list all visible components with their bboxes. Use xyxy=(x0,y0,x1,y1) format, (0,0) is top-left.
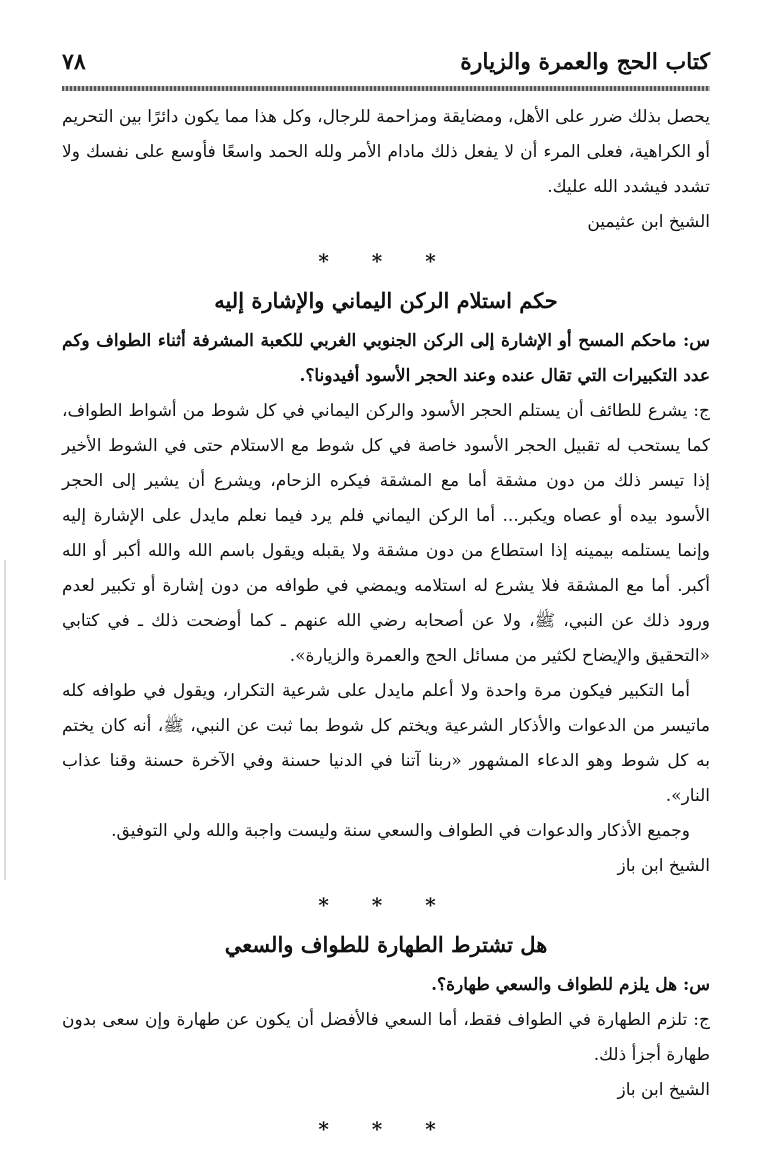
section-divider: * * * xyxy=(318,1117,454,1141)
running-header xyxy=(62,40,710,84)
book-title: كتاب الحج والعمرة والزيارة xyxy=(460,49,710,75)
scan-edge-line xyxy=(4,560,6,880)
section-title-yemeni-corner: حكم استلام الركن اليماني والإشارة إليه xyxy=(214,288,558,313)
intro-paragraph: يحصل بذلك ضرر على الأهل، ومضايقة ومزاحمة للرجال، وكل هذا مما يكون دائرًا بين التحريم أو الكراهية، فعلى المرء أن لا يفعل ذلك مادام الأمر ولله الحمد واسعًا فأوسع على نفسك ولا تشدد فيشدد الله عليك. xyxy=(62,107,710,197)
signature-ibn-baz-1: الشيخ ابن باز xyxy=(617,856,710,876)
answer-1-paragraph-2: أما التكبير فيكون مرة واحدة ولا أعلم مايدل على شرعية التكرار، ويقول في طوافه كله ماتيسر من الدعوات والأذكار الشرعية ويختم كل شوط بما ثبت عن النبي، ﷺ، أنه كان يختم به كل شوط وهو الدعاء المشهور «ربنا آتنا في الدنيا حسنة وفي الآخرة حسنة وقنا عذاب النار». xyxy=(62,681,710,806)
question-2: س: هل يلزم للطواف والسعي طهارة؟. xyxy=(431,975,710,995)
page-number: ٧٨ xyxy=(62,49,86,75)
answer-1-paragraph-3: وجميع الأذكار والدعوات في الطواف والسعي سنة وليست واجبة والله ولي التوفيق. xyxy=(111,821,690,841)
answer-1-paragraph-1: ج: يشرع للطائف أن يستلم الحجر الأسود والركن اليماني في كل شوط من أشواط الطواف، كما يستحب له تقبيل الحجر الأسود خاصة في كل شوط مع الاستلام حتى في الشوط الأخير إذا تيسر ذلك من دون مشقة أما مع المشقة فيكره الزحام، ويشرع أن يشير إلى الحجر الأسود بيده أو عصاه ويكبر... أما الركن اليماني فلم يرد فيما نعلم مايدل على الإشارة إليه وإنما يستلمه بيمينه إذا استطاع من دون مشقة ولا يقبله ويقول باسم الله والله أكبر أو الله أكبر. أما مع المشقة فلا يشرع له استلامه ويمضي في طوافه من دون إشارة أو تكبير لعدم ورود ذلك عن النبي، ﷺ، ولا عن أصحابه رضي الله عنهم ـ كما أوضحت ذلك ـ في كتابي «التحقيق والإيضاح لكثير من مسائل الحج والعمرة والزيارة». xyxy=(62,401,710,666)
section-title-purity: هل تشترط الطهارة للطواف والسعي xyxy=(224,932,548,957)
answer-2: ج: تلزم الطهارة في الطواف فقط، أما السعي فالأفضل أن يكون عن طهارة وإن سعى بدون طهارة أجزأ ذلك. xyxy=(62,1010,710,1065)
section-divider: * * * xyxy=(318,893,454,917)
signature-ibn-uthaymeen: الشيخ ابن عثيمين xyxy=(587,212,710,232)
header-rule xyxy=(62,86,710,91)
signature-ibn-baz-2: الشيخ ابن باز xyxy=(617,1080,710,1100)
question-1: س: ماحكم المسح أو الإشارة إلى الركن الجنوبي الغربي للكعبة المشرفة أثناء الطواف وكم عدد التكبيرات التي تقال عنده وعند الحجر الأسود أفيدونا؟. xyxy=(62,331,710,386)
page-body xyxy=(62,100,710,1151)
section-divider: * * * xyxy=(318,249,454,273)
